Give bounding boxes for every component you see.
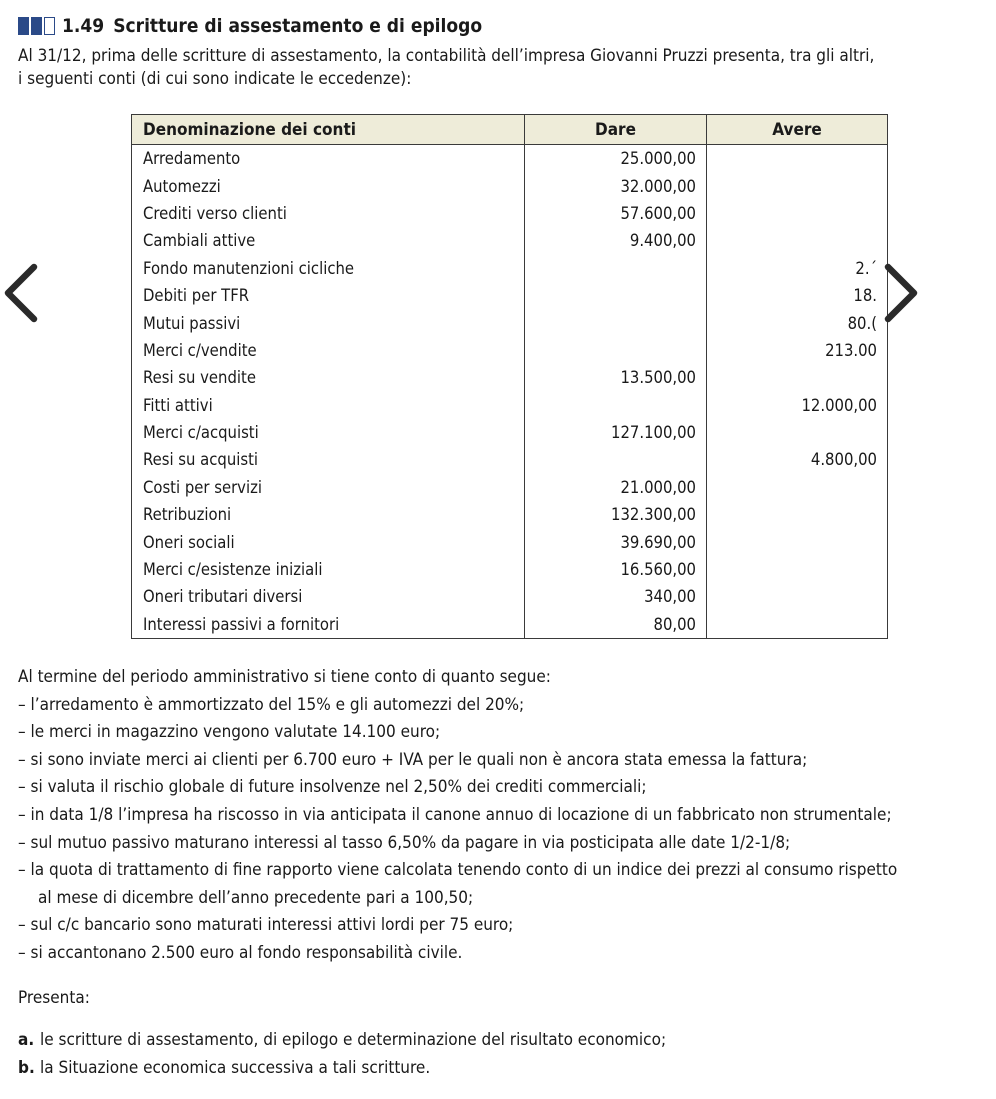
- avere-cell: [707, 364, 888, 391]
- avere-cell: [707, 145, 888, 173]
- dare-cell: 16.560,00: [525, 556, 707, 583]
- condition-item: – si valuta il rischio globale di future insolvenze nel 2,50% dei crediti commerciali;: [18, 777, 647, 798]
- avere-cell: 2.´: [707, 255, 888, 282]
- table-row: [132, 227, 888, 254]
- table-row: [132, 309, 888, 336]
- table-row: [132, 172, 888, 199]
- table-row: [132, 282, 888, 309]
- account-name-cell: Oneri tributari diversi: [132, 583, 525, 610]
- title-square-outline-icon: [44, 17, 55, 35]
- avere-cell: [707, 227, 888, 254]
- exercise-title: [18, 13, 482, 39]
- dare-cell: [525, 392, 707, 419]
- dare-cell: [525, 309, 707, 336]
- condition-item: – sul mutuo passivo maturano interessi al tasso 6,50% da pagare in via posticipata alle date 1/2-1/8;: [18, 832, 791, 853]
- avere-cell: [707, 200, 888, 227]
- dare-cell: [525, 337, 707, 364]
- task-a-label: a.: [18, 1030, 35, 1050]
- table-row: [132, 501, 888, 528]
- avere-cell: [707, 501, 888, 528]
- condition-item: – si accantonano 2.500 euro al fondo responsabilità civile.: [18, 942, 463, 963]
- dare-cell: 25.000,00: [525, 145, 707, 173]
- account-name-cell: Cambiali attive: [132, 227, 525, 254]
- table-row: [132, 145, 888, 173]
- avere-cell: [707, 474, 888, 501]
- account-name-cell: Fondo manutenzioni cicliche: [132, 255, 525, 282]
- exercise-heading: Scritture di assestamento e di epilogo: [113, 15, 483, 37]
- dare-cell: 132.300,00: [525, 501, 707, 528]
- dare-cell: [525, 446, 707, 473]
- conditions-section: [18, 664, 996, 968]
- account-name-cell: Debiti per TFR: [132, 282, 525, 309]
- dare-cell: [525, 255, 707, 282]
- condition-item: – le merci in magazzino vengono valutate 14.100 euro;: [18, 722, 441, 743]
- avere-cell: [707, 583, 888, 610]
- avere-cell: [707, 419, 888, 446]
- account-name-cell: Crediti verso clienti: [132, 200, 525, 227]
- dare-cell: 39.690,00: [525, 528, 707, 555]
- account-name-cell: Fitti attivi: [132, 392, 525, 419]
- avere-cell: [707, 611, 888, 639]
- table-header-row: [132, 115, 888, 145]
- account-name-cell: Oneri sociali: [132, 528, 525, 555]
- header-avere: Avere: [707, 115, 888, 145]
- table-row: [132, 255, 888, 282]
- table-row: [132, 474, 888, 501]
- tasks-intro: Presenta:: [18, 988, 90, 1008]
- conditions-intro: Al termine del periodo amministrativo si tiene conto di quanto segue:: [18, 667, 551, 687]
- chevron-right-icon[interactable]: [882, 262, 920, 324]
- account-name-cell: Arredamento: [132, 145, 525, 173]
- avere-cell: [707, 528, 888, 555]
- account-name-cell: Merci c/acquisti: [132, 419, 525, 446]
- avere-cell: 12.000,00: [707, 392, 888, 419]
- table-row: [132, 611, 888, 639]
- dare-cell: 57.600,00: [525, 200, 707, 227]
- account-name-cell: Mutui passivi: [132, 309, 525, 336]
- condition-item: – la quota di trattamento di fine rapporto viene calcolata tenendo conto di un indice dei prezzi al consumo rispetto: [18, 860, 898, 881]
- account-name-cell: Merci c/esistenze iniziali: [132, 556, 525, 583]
- condition-item: – in data 1/8 l’impresa ha riscosso in via anticipata il canone annuo di locazione di un fabbricato non strumentale;: [18, 804, 892, 825]
- table-row: [132, 419, 888, 446]
- header-dare: Dare: [525, 115, 707, 145]
- conditions-list: [18, 692, 996, 968]
- intro-line-2: i seguenti conti (di cui sono indicate le eccedenze):: [18, 69, 412, 89]
- task-a: [18, 1030, 666, 1050]
- table-row: [132, 364, 888, 391]
- dare-cell: 13.500,00: [525, 364, 707, 391]
- table-row: [132, 337, 888, 364]
- account-name-cell: Costi per servizi: [132, 474, 525, 501]
- task-a-text: le scritture di assestamento, di epilogo e determinazione del risultato economico;: [40, 1030, 667, 1050]
- table-row: [132, 528, 888, 555]
- condition-item: – sul c/c bancario sono maturati interessi attivi lordi per 75 euro;: [18, 915, 514, 936]
- task-b-text: la Situazione economica successiva a tali scritture.: [40, 1058, 431, 1078]
- dare-cell: 21.000,00: [525, 474, 707, 501]
- table-row: [132, 446, 888, 473]
- dare-cell: 32.000,00: [525, 172, 707, 199]
- dare-cell: 127.100,00: [525, 419, 707, 446]
- table-row: [132, 200, 888, 227]
- dare-cell: 80,00: [525, 611, 707, 639]
- accounts-table: [131, 114, 888, 639]
- account-name-cell: Resi su vendite: [132, 364, 525, 391]
- condition-item: al mese di dicembre dell’anno precedente pari a 100,50;: [38, 887, 474, 908]
- exercise-number: 1.49: [62, 15, 105, 37]
- avere-cell: 213.00: [707, 337, 888, 364]
- task-b-label: b.: [18, 1058, 35, 1078]
- table-row: [132, 556, 888, 583]
- account-name-cell: Automezzi: [132, 172, 525, 199]
- avere-cell: [707, 556, 888, 583]
- intro-paragraph: [18, 45, 996, 91]
- dare-cell: 9.400,00: [525, 227, 707, 254]
- title-square-icon: [31, 17, 42, 35]
- avere-cell: 80.(: [707, 309, 888, 336]
- header-account-name: Denominazione dei conti: [132, 115, 525, 145]
- avere-cell: [707, 172, 888, 199]
- avere-cell: 18.: [707, 282, 888, 309]
- table-row: [132, 583, 888, 610]
- title-square-icon: [18, 17, 29, 35]
- avere-cell: 4.800,00: [707, 446, 888, 473]
- account-name-cell: Resi su acquisti: [132, 446, 525, 473]
- intro-line-1: Al 31/12, prima delle scritture di assestamento, la contabilità dell’impresa Giovanni Pruzzi presenta, tra gli altri,: [18, 46, 875, 66]
- condition-item: – si sono inviate merci ai clienti per 6.700 euro + IVA per le quali non è ancora stata emessa la fattura;: [18, 749, 808, 770]
- account-name-cell: Merci c/vendite: [132, 337, 525, 364]
- dare-cell: 340,00: [525, 583, 707, 610]
- task-b: [18, 1058, 430, 1078]
- account-name-cell: Retribuzioni: [132, 501, 525, 528]
- condition-item: – l’arredamento è ammortizzato del 15% e gli automezzi del 20%;: [18, 694, 525, 715]
- dare-cell: [525, 282, 707, 309]
- table-row: [132, 392, 888, 419]
- chevron-left-icon[interactable]: [2, 262, 40, 324]
- account-name-cell: Interessi passivi a fornitori: [132, 611, 525, 639]
